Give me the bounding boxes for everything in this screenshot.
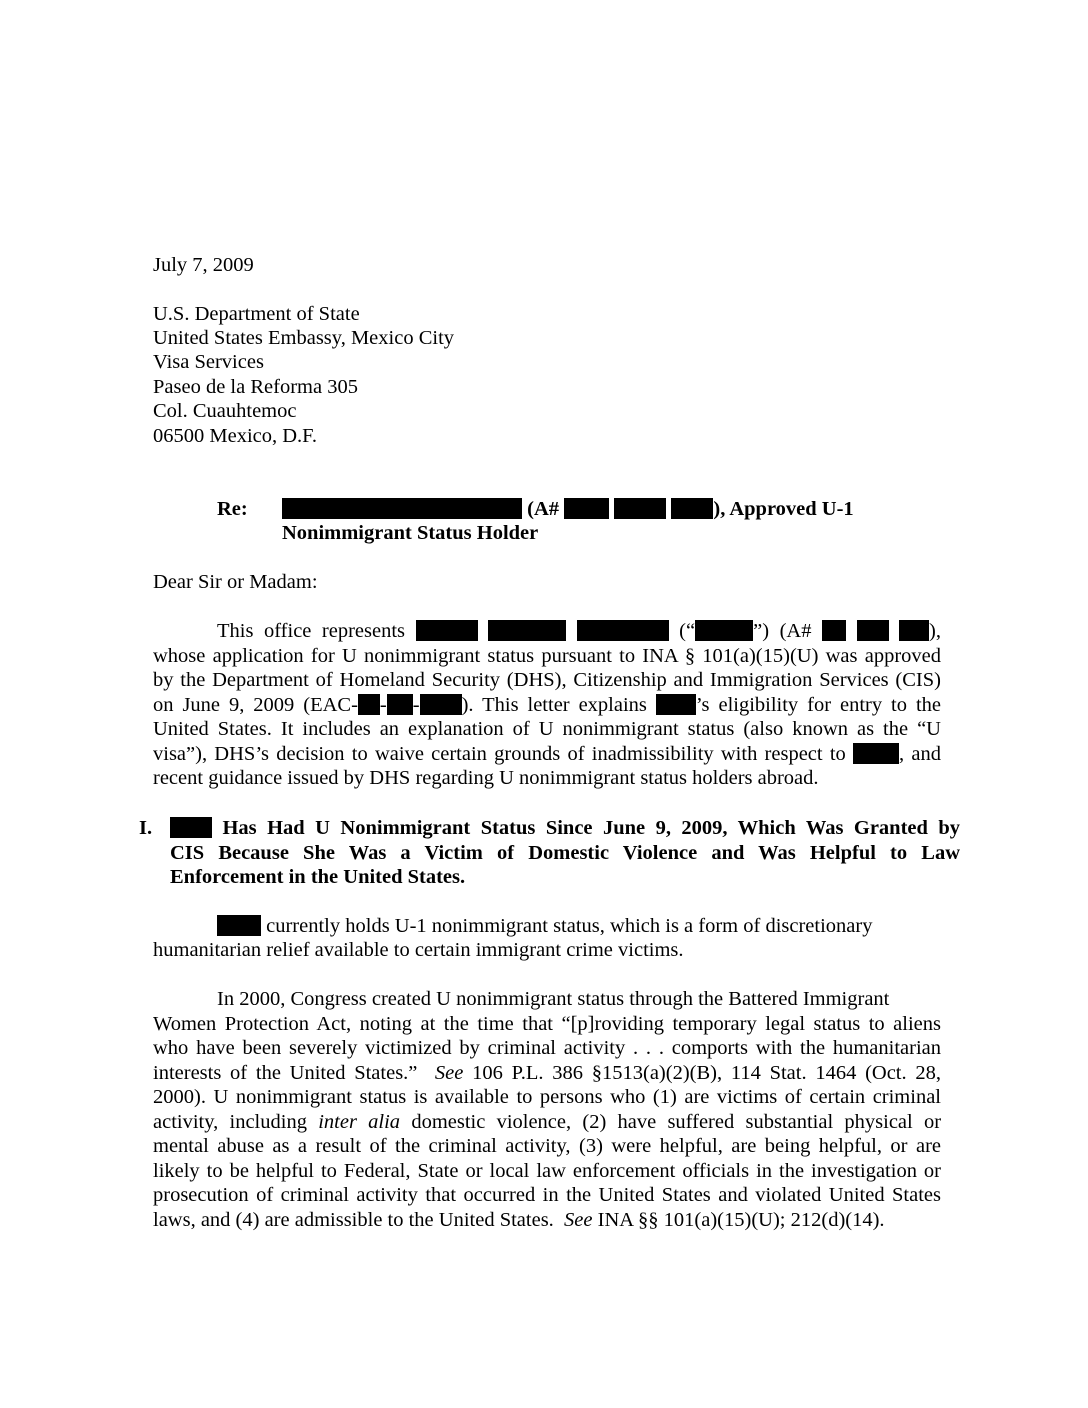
paragraph-line: interests of the United States.” See 106 P.L. 386 §1513(a)(2)(B), 114 Stat. 1464 (Oct. 28,	[153, 1062, 941, 1084]
redaction	[358, 694, 380, 715]
address-line: 06500 Mexico, D.F.	[153, 425, 318, 447]
paragraph-line: recent guidance issued by DHS regarding U nonimmigrant status holders abroad.	[153, 767, 819, 789]
paragraph-line: visa”), DHS’s decision to waive certain grounds of inadmissibility with respect to , and	[153, 743, 942, 765]
paragraph-line: who have been severely victimized by criminal activity . . . comports with the humanitarian	[153, 1037, 941, 1059]
paragraph-line: This office represents (“ ”) (A# ),	[217, 620, 941, 642]
paragraph-line: laws, and (4) are admissible to the United States. See INA §§ 101(a)(15)(U); 212(d)(14).	[153, 1209, 885, 1231]
redaction	[695, 620, 753, 641]
heading-line: Enforcement in the United States.	[170, 866, 466, 888]
paragraph-line: prosecution of criminal activity that occurred in the United States and violated United States	[153, 1184, 941, 1206]
redaction	[577, 620, 669, 641]
paragraph-line: 2000). U nonimmigrant status is available to persons who (1) are victims of certain criminal	[153, 1086, 941, 1108]
heading-number: I.	[139, 817, 153, 839]
salutation: Dear Sir or Madam:	[153, 571, 318, 593]
address-line: Col. Cuauhtemoc	[153, 400, 297, 422]
redaction	[416, 620, 478, 641]
redaction	[899, 620, 929, 641]
heading-line: CIS Because She Was a Victim of Domestic Violence and Was Helpful to Law	[170, 842, 960, 864]
redaction	[387, 694, 413, 715]
re-label: Re:	[217, 498, 248, 520]
paragraph-line: In 2000, Congress created U nonimmigrant status through the Battered Immigrant	[217, 988, 890, 1010]
re-line-1: (A# ), Approved U-1	[282, 497, 854, 522]
paragraph-line: mental abuse as a result of the criminal activity, (3) were helpful, are being helpful, or are	[153, 1135, 941, 1157]
redaction	[282, 498, 522, 519]
redaction	[564, 498, 609, 519]
address-line: Paseo de la Reforma 305	[153, 376, 358, 398]
paragraph-line: humanitarian relief available to certain immigrant crime victims.	[153, 939, 684, 961]
paragraph-line: currently holds U-1 nonimmigrant status, which is a form of discretionary	[217, 914, 872, 939]
paragraph-line: Women Protection Act, noting at the time that “[p]roviding temporary legal status to aliens	[153, 1013, 941, 1035]
letter-date: July 7, 2009	[153, 254, 254, 276]
redaction	[614, 498, 666, 519]
address-line: Visa Services	[153, 351, 264, 373]
redaction	[656, 694, 696, 715]
paragraph-line: whose application for U nonimmigrant status pursuant to INA § 101(a)(15)(U) was approved	[153, 645, 941, 667]
redaction	[671, 498, 713, 519]
redaction	[217, 915, 261, 936]
heading-line: Has Had U Nonimmigrant Status Since June 9, 2009, Which Was Granted by	[170, 816, 960, 841]
paragraph-line: likely to be helpful to Federal, State or local law enforcement officials in the investigation or	[153, 1160, 941, 1182]
paragraph-line: by the Department of Homeland Security (DHS), Citizenship and Immigration Services (CIS)	[153, 669, 941, 691]
re-line-2: Nonimmigrant Status Holder	[282, 522, 539, 544]
redaction	[857, 620, 889, 641]
paragraph-line: activity, including inter alia domestic violence, (2) have suffered substantial physical or	[153, 1111, 942, 1133]
address-line: United States Embassy, Mexico City	[153, 327, 455, 349]
redaction	[488, 620, 566, 641]
redaction	[822, 620, 846, 641]
redaction	[853, 743, 899, 764]
redaction	[420, 694, 462, 715]
address-line: U.S. Department of State	[153, 303, 360, 325]
paragraph-line: United States. It includes an explanation of U nonimmigrant status (also known as the “U	[153, 718, 941, 740]
redaction	[170, 817, 212, 838]
paragraph-line: on June 9, 2009 (EAC- - - ). This letter explains ’s eligibility for entry to the	[153, 694, 942, 716]
